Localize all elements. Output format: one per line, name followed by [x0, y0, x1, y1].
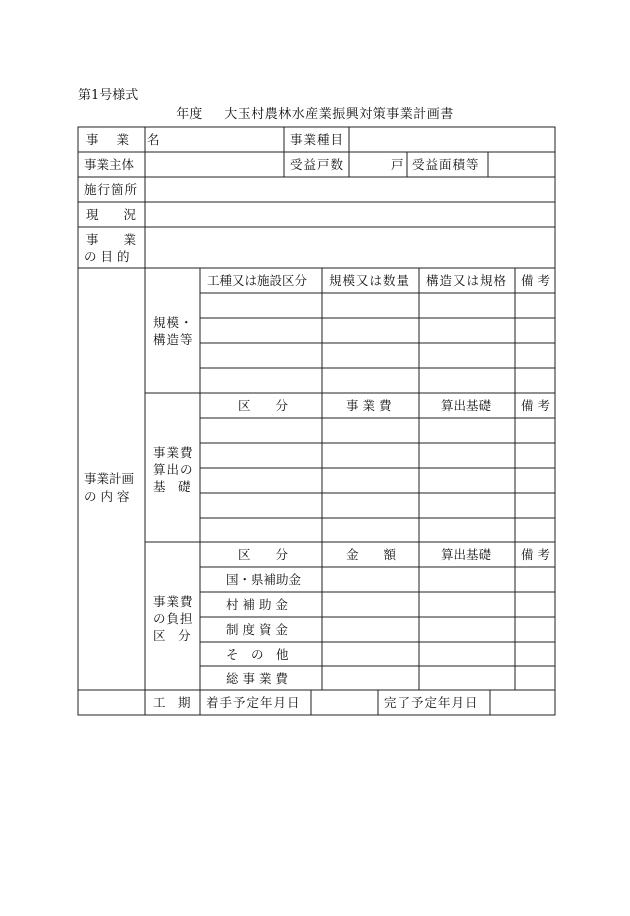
title-text: 大玉村農林水産業振興対策事業計画書 [224, 107, 454, 122]
scale-col-structure: 構造又は規格 [426, 273, 508, 288]
label-household-unit: 戸 [391, 157, 404, 172]
cost-share-col-amount: 金 額 [346, 547, 397, 562]
cost-basis-label-line2: 算出の [153, 462, 194, 477]
cost-basis-col-cost: 事 業 費 [346, 398, 392, 413]
label-beneficiary-area: 受益面積等 [412, 157, 480, 172]
cost-share-label-line1: 事業費 [153, 594, 194, 609]
cost-share-row-village-subsidy: 村 補 助 金 [226, 597, 288, 612]
cost-basis-col-basis: 算出基礎 [441, 398, 492, 413]
cost-share-col-basis: 算出基礎 [441, 547, 492, 562]
cost-share-row-institutional-funds: 制 度 資 金 [226, 622, 288, 637]
label-end-date: 完了予定年月日 [384, 695, 479, 710]
label-project-name: 事 業 名 [86, 132, 167, 147]
label-beneficiary-households: 受益戸数 [290, 157, 345, 172]
label-purpose-line1: 事 業 [86, 232, 137, 247]
label-location: 施行箇所 [84, 182, 139, 197]
scale-label-line2: 構造等 [153, 332, 194, 347]
label-plan-content-line1: 事業計画 [84, 471, 135, 486]
label-plan-content-line2: の 内 容 [84, 489, 130, 504]
form-number: 第1号様式 [78, 88, 139, 103]
cost-share-label-line2: の負担 [153, 611, 194, 626]
cost-share-row-other: そ の 他 [226, 647, 289, 662]
cost-share-row-national-prefectural: 国・県補助金 [226, 572, 302, 587]
scale-col-remarks: 備 考 [521, 273, 550, 288]
cost-share-row-total: 総 事 業 費 [226, 671, 288, 686]
cost-share-col-remarks: 備 考 [521, 547, 550, 562]
cost-basis-col-remarks: 備 考 [521, 398, 550, 413]
cost-basis-label-line3: 基 礎 [153, 479, 191, 494]
label-purpose-line2: の 目 的 [84, 249, 130, 264]
scale-label-line1: 規模・ [153, 315, 194, 330]
label-project-type: 事業種目 [290, 132, 345, 147]
year-prefix: 年度 [176, 107, 203, 122]
cost-basis-label-line1: 事業費 [153, 445, 194, 460]
cost-share-col-category: 区 分 [238, 547, 289, 562]
label-start-date: 着手予定年月日 [206, 695, 301, 710]
scale-col-quantity: 規模又は数量 [329, 273, 411, 288]
label-project-operator: 事業主体 [84, 157, 135, 172]
scale-col-facility-type: 工種又は施設区分 [207, 273, 308, 288]
cost-share-label-line3: 区 分 [153, 628, 191, 643]
label-period: 工 期 [153, 695, 191, 710]
label-current-status: 現 況 [86, 207, 137, 222]
cost-basis-col-category: 区 分 [238, 398, 289, 413]
